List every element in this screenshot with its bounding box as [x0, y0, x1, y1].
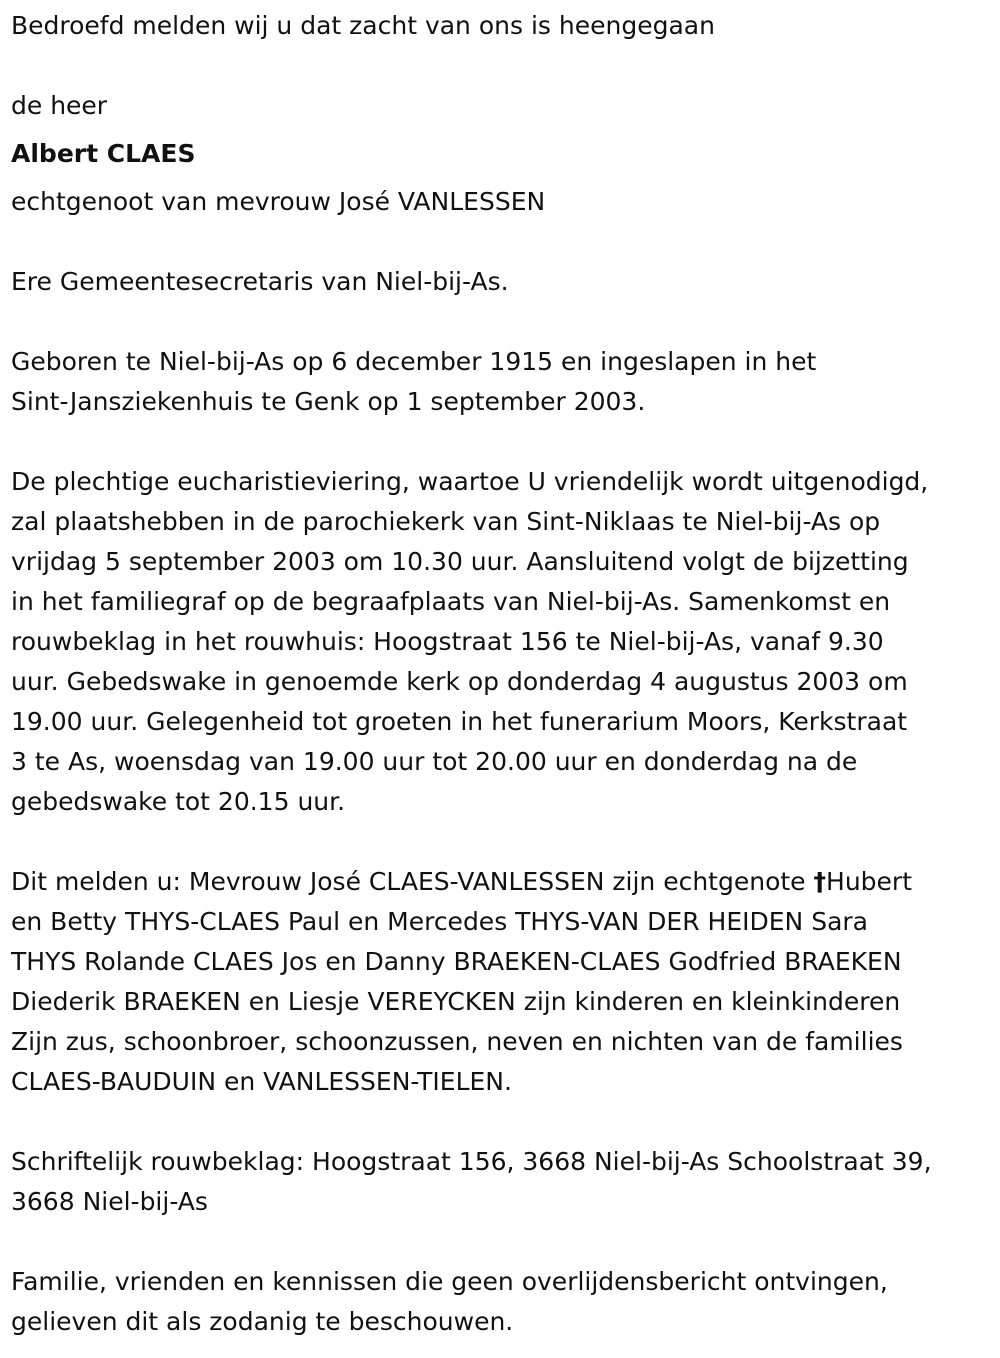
family-line: THYS Rolande CLAES Jos en Danny BRAEKEN-CLAES Godfried BRAEKEN — [11, 947, 902, 976]
spacer — [11, 46, 993, 86]
obituary-notice — [11, 6, 993, 1342]
family-line: en Betty THYS-CLAES Paul en Mercedes THYS-VAN DER HEIDEN Sara — [11, 907, 868, 936]
closing-paragraph — [11, 1262, 993, 1342]
birth-line: Geboren te Niel-bij-As op 6 december 1915 en ingeslapen in het — [11, 347, 817, 376]
spouse-line: echtgenoot van mevrouw José VANLESSEN — [11, 187, 546, 216]
family-text: Hubert — [826, 867, 912, 896]
spacer — [11, 1222, 993, 1262]
ceremony-line: vrijdag 5 september 2003 om 10.30 uur. Aansluitend volgt de bijzetting — [11, 547, 909, 576]
honorific: de heer — [11, 91, 108, 120]
ceremony-line: De plechtige eucharistieviering, waartoe U vriendelijk wordt uitgenodigd, — [11, 467, 929, 496]
family-line — [11, 862, 993, 902]
spacer — [11, 1102, 993, 1142]
ceremony-line: in het familiegraf op de begraafplaats van Niel-bij-As. Samenkomst en — [11, 587, 891, 616]
cross-icon: † — [813, 867, 827, 896]
intro-text: Bedroefd melden wij u dat zacht van ons is heengegaan — [11, 11, 715, 40]
spacer — [11, 302, 993, 342]
ceremony-line: gebedswake tot 20.15 uur. — [11, 787, 346, 816]
family-line: CLAES-BAUDUIN en VANLESSEN-TIELEN. — [11, 1067, 512, 1096]
ceremony-paragraph — [11, 462, 993, 822]
family-line: Diederik BRAEKEN en Liesje VEREYCKEN zijn kinderen en kleinkinderen — [11, 987, 901, 1016]
spacer — [11, 174, 993, 182]
spacer — [11, 126, 993, 134]
ceremony-line: zal plaatshebben in de parochiekerk van Sint-Niklaas te Niel-bij-As op — [11, 507, 881, 536]
closing-line: gelieven dit als zodanig te beschouwen. — [11, 1307, 514, 1336]
family-text: Dit melden u: Mevrouw José CLAES-VANLESSEN zijn echtgenote — [11, 867, 814, 896]
condolences-paragraph — [11, 1142, 993, 1222]
condolences-line: 3668 Niel-bij-As — [11, 1187, 208, 1216]
closing-line: Familie, vrienden en kennissen die geen overlijdensbericht ontvingen, — [11, 1267, 888, 1296]
ceremony-line: 19.00 uur. Gelegenheid tot groeten in het funerarium Moors, Kerkstraat — [11, 707, 908, 736]
function-text: Ere Gemeentesecretaris van Niel-bij-As. — [11, 267, 509, 296]
family-line: Zijn zus, schoonbroer, schoonzussen, neven en nichten van de families — [11, 1027, 903, 1056]
ceremony-line: 3 te As, woensdag van 19.00 uur tot 20.00 uur en donderdag na de — [11, 747, 858, 776]
ceremony-line: rouwbeklag in het rouwhuis: Hoogstraat 156 te Niel-bij-As, vanaf 9.30 — [11, 627, 884, 656]
spacer — [11, 822, 993, 862]
spacer — [11, 422, 993, 462]
deceased-name: Albert CLAES — [11, 139, 196, 168]
spacer — [11, 222, 993, 262]
condolences-line: Schriftelijk rouwbeklag: Hoogstraat 156, 3668 Niel-bij-As Schoolstraat 39, — [11, 1147, 932, 1176]
birth-line: Sint-Jansziekenhuis te Genk op 1 september 2003. — [11, 387, 646, 416]
family-paragraph — [11, 862, 993, 1102]
ceremony-line: uur. Gebedswake in genoemde kerk op donderdag 4 augustus 2003 om — [11, 667, 908, 696]
